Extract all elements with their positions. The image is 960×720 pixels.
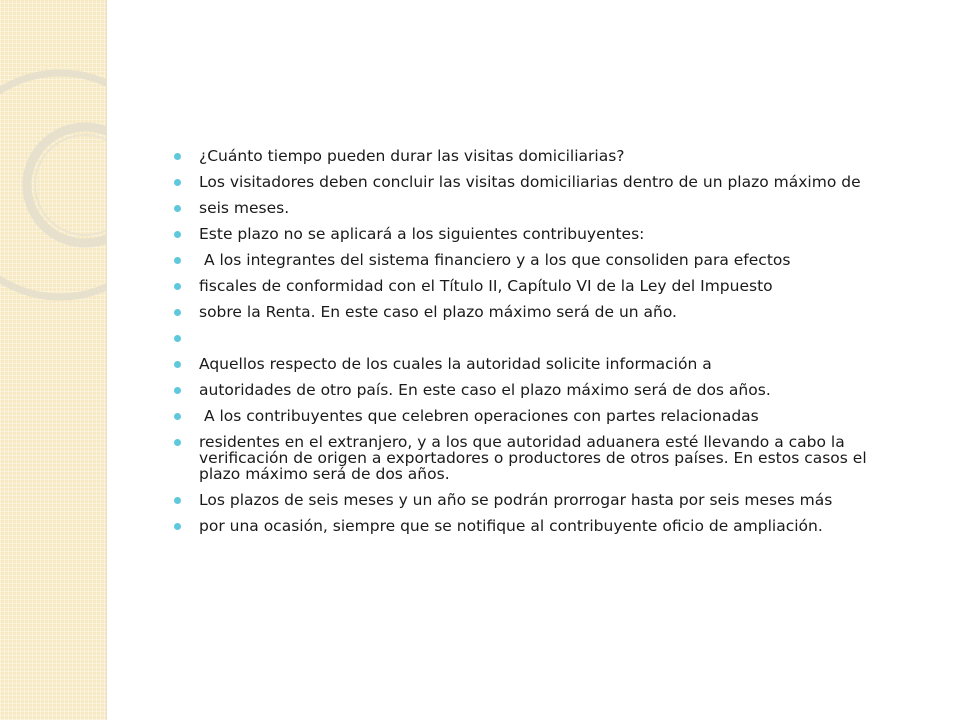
bullet-text: seis meses. (199, 199, 290, 217)
list-item (170, 382, 910, 398)
list-item (170, 174, 910, 190)
bullet-dot-icon (174, 523, 181, 530)
bullet-dot-icon (174, 179, 181, 186)
bullet-text: autoridades de otro país. En este caso el plazo máximo será de dos años. (199, 381, 771, 399)
bullet-dot-icon (174, 153, 181, 160)
bullet-dot-icon (174, 205, 181, 212)
list-item (170, 492, 910, 508)
bullet-dot-icon (174, 361, 181, 368)
list-item (170, 278, 910, 294)
bullet-dot-icon (174, 283, 181, 290)
decorative-side-band (0, 0, 106, 720)
bullet-text: por una ocasión, siempre que se notifique al contribuyente oficio de ampliación. (199, 517, 823, 535)
bullet-list (170, 148, 910, 534)
bullet-dot-icon (174, 231, 181, 238)
bullet-text: fiscales de conformidad con el Título II, Capítulo VI de la Ley del Impuesto (199, 277, 773, 295)
bullet-text: sobre la Renta. En este caso el plazo máximo será de un año. (199, 303, 677, 321)
bullet-text: A los contribuyentes que celebren operaciones con partes relacionadas (199, 407, 759, 425)
bullet-dot-icon (174, 335, 181, 342)
list-item (170, 304, 910, 320)
list-item (170, 330, 910, 346)
bullet-text: residentes en el extranjero, y a los que autoridad aduanera esté llevando a cabo la verificación de origen a exportadores o productores de otros países. En estos casos el plazo máximo será de dos años. (199, 433, 872, 483)
bullet-text: ¿Cuánto tiempo pueden durar las visitas domiciliarias? (199, 147, 625, 165)
list-item (170, 518, 910, 534)
list-item (170, 434, 910, 482)
bullet-text: A los integrantes del sistema financiero y a los que consoliden para efectos (199, 251, 791, 269)
bullet-dot-icon (174, 309, 181, 316)
bullet-text: Aquellos respecto de los cuales la autoridad solicite información a (199, 355, 712, 373)
bullet-dot-icon (174, 413, 181, 420)
list-item (170, 148, 910, 164)
bullet-dot-icon (174, 439, 181, 446)
bullet-dot-icon (174, 387, 181, 394)
list-item (170, 200, 910, 216)
list-item (170, 408, 910, 424)
bullet-dot-icon (174, 257, 181, 264)
list-item (170, 356, 910, 372)
decorative-rings-graphic (0, 0, 106, 720)
bullet-dot-icon (174, 497, 181, 504)
list-item (170, 226, 910, 242)
bullet-text: Los plazos de seis meses y un año se podrán prorrogar hasta por seis meses más (199, 491, 833, 509)
bullet-text: Este plazo no se aplicará a los siguientes contribuyentes: (199, 225, 645, 243)
list-item (170, 252, 910, 268)
band-divider (106, 0, 107, 720)
bullet-text: Los visitadores deben concluir las visitas domiciliarias dentro de un plazo máximo de (199, 173, 861, 191)
slide-content (170, 148, 910, 544)
